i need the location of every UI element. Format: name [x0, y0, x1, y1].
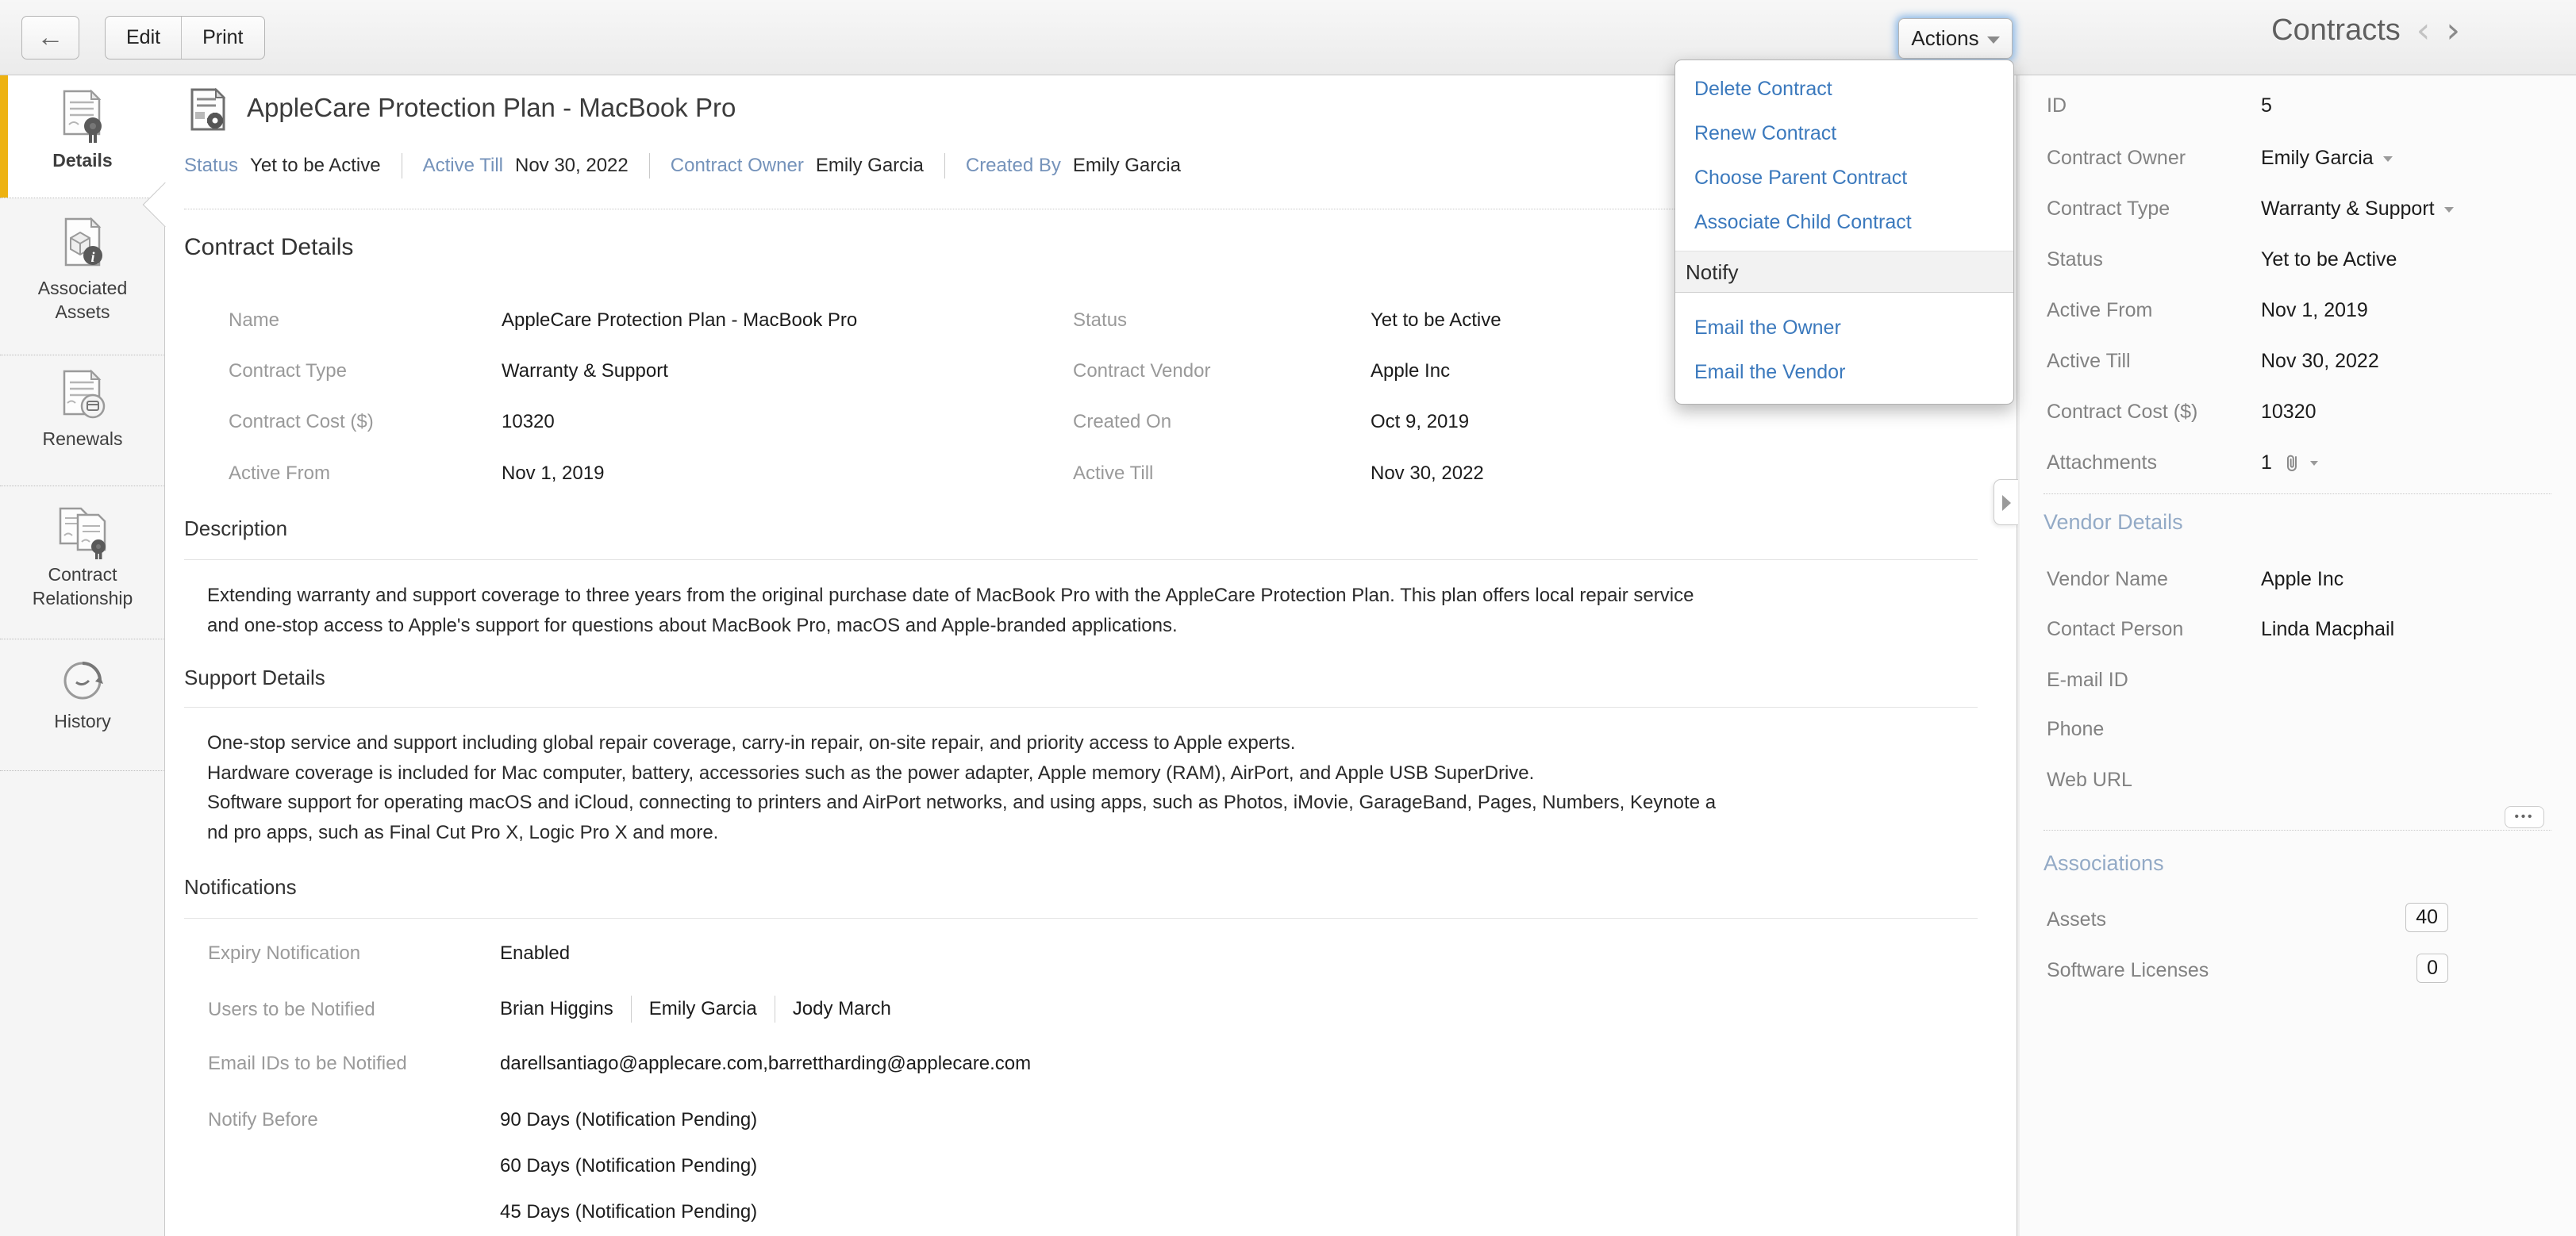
description-text: [207, 581, 1694, 641]
attachments-value[interactable]: [2261, 451, 2318, 474]
contact-person-label: Contact Person: [2047, 618, 2184, 640]
heading-underline: [184, 559, 1978, 560]
assets-count-badge[interactable]: 40: [2405, 903, 2448, 932]
menu-item-email-the-vendor[interactable]: Email the Vendor: [1694, 361, 1846, 383]
notified-user: Emily Garcia: [648, 998, 757, 1019]
field-active-till-label: Active Till: [1073, 463, 1154, 484]
status-label: Status: [2047, 248, 2103, 271]
renewal-document-icon: [55, 367, 110, 427]
support-details-text: [207, 728, 1716, 847]
heading-underline: [184, 707, 1978, 708]
status-value: Yet to be Active: [2261, 248, 2397, 271]
contract-cost-label: Contract Cost ($): [2047, 401, 2198, 423]
tab-contract-relationship[interactable]: [0, 486, 165, 639]
tab-history[interactable]: [0, 639, 165, 771]
panel-collapse-handle[interactable]: [1994, 479, 2018, 525]
support-line3: Software support for operating macOS and iCloud, connecting to printers and AirPort networks, and using apps, such as Photos, iMovie, GarageBand, Pages, Numbers, Keynote a: [207, 792, 1717, 813]
left-tab-sidebar: [0, 75, 165, 1236]
field-contract-type-label: Contract Type: [229, 360, 347, 382]
quick-info-panel: [2017, 75, 2576, 1236]
contract-cost-value: 10320: [2261, 401, 2316, 423]
description-line1: Extending warranty and support coverage to three years from the original purchase date of MacBook Pro with the AppleCare Protection Plan. This plan offers local repair service: [207, 585, 1694, 606]
email-id-label: E-mail ID: [2047, 669, 2128, 691]
back-arrow-icon: ←: [37, 22, 64, 52]
menu-padding: [1675, 293, 2013, 305]
actions-button-label: Actions: [1911, 26, 1979, 50]
top-toolbar: [0, 0, 2576, 75]
contract-type-value[interactable]: [2261, 198, 2454, 221]
menu-item-email-the-owner[interactable]: Email the Owner: [1694, 317, 1841, 339]
contract-type-text: Warranty & Support: [2261, 198, 2435, 220]
attachments-label: Attachments: [2047, 451, 2157, 474]
summary-active-till-value: Nov 30, 2022: [514, 155, 629, 176]
field-name-label: Name: [229, 309, 280, 331]
summary-created-by-value: Emily Garcia: [1072, 155, 1181, 176]
tab-contract-relationship-label2: Relationship: [32, 588, 133, 608]
menu-item-renew-contract[interactable]: Renew Contract: [1694, 122, 1837, 144]
active-from-value: Nov 1, 2019: [2261, 299, 2368, 321]
software-licenses-count-badge[interactable]: 0: [2416, 954, 2448, 983]
summary-status-label: Status: [184, 155, 239, 176]
print-button[interactable]: Print: [181, 17, 263, 59]
field-contract-vendor-label: Contract Vendor: [1073, 360, 1211, 382]
email-ids-label: Email IDs to be Notified: [208, 1053, 407, 1074]
menu-item-associate-child-contract[interactable]: Associate Child Contract: [1694, 211, 1912, 233]
actions-dropdown-menu: [1674, 59, 2014, 405]
support-line4: nd pro apps, such as Final Cut Pro X, Logic Pro X and more.: [207, 821, 719, 843]
field-active-till-value: Nov 30, 2022: [1371, 463, 1484, 484]
menu-section-notify: Notify: [1675, 251, 2013, 293]
contract-relationship-icon: [52, 501, 113, 562]
menu-item-delete-contract[interactable]: Delete Contract: [1694, 78, 1832, 100]
tab-contract-relationship-label1: Contract: [48, 564, 117, 585]
notified-user: Brian Higgins: [500, 998, 613, 1019]
tab-history-label: History: [54, 711, 111, 731]
expand-right-icon: [2002, 495, 2011, 511]
contract-owner-value[interactable]: [2261, 147, 2393, 170]
phone-label: Phone: [2047, 718, 2105, 740]
chevron-down-icon: [2383, 156, 2393, 162]
active-tab-indicator: [0, 75, 8, 198]
edit-button[interactable]: Edit: [126, 26, 161, 48]
heading-underline: [184, 918, 1978, 919]
field-status-value: Yet to be Active: [1371, 309, 1501, 331]
contract-owner-label: Contract Owner: [2047, 147, 2186, 169]
vendor-name-label: Vendor Name: [2047, 568, 2168, 590]
field-active-from-label: Active From: [229, 463, 331, 484]
history-icon: [55, 652, 110, 709]
field-created-on-label: Created On: [1073, 411, 1172, 432]
notify-before-item: 90 Days (Notification Pending): [500, 1109, 758, 1130]
tab-renewals[interactable]: [0, 355, 165, 486]
contract-owner-text: Emily Garcia: [2261, 147, 2374, 169]
description-line2: and one-stop access to Apple's support for questions about MacBook Pro, macOS and Apple-branded applications.: [207, 615, 1178, 636]
id-value: 5: [2261, 94, 2272, 117]
contract-type-label: Contract Type: [2047, 198, 2170, 220]
tab-details-label: Details: [52, 150, 113, 171]
support-line1: One-stop service and support including global repair coverage, carry-in repair, on-site repair, and priority access to Apple experts.: [207, 732, 1296, 754]
module-header: [2271, 10, 2460, 51]
chevron-down-icon: [1987, 36, 2000, 44]
section-divider: [2043, 830, 2551, 831]
contract-document-icon: [55, 86, 110, 148]
svg-text:i: i: [90, 249, 95, 265]
summary-active-till-label: Active Till: [422, 155, 503, 176]
notifications-heading: Notifications: [184, 875, 297, 899]
field-status-label: Status: [1073, 309, 1128, 331]
id-label: ID: [2047, 94, 2067, 117]
tab-associated-assets-label2: Assets: [55, 301, 110, 322]
page-title: Contracts: [2271, 13, 2401, 47]
support-line2: Hardware coverage is included for Mac computer, battery, accessories such as the power adapter, Apple memory (RAM), AirPort, and Apple USB SuperDrive.: [207, 762, 1535, 784]
notify-before-item: 45 Days (Notification Pending): [500, 1201, 758, 1223]
contract-summary-bar: [184, 153, 1181, 178]
asset-box-icon: [55, 214, 110, 276]
menu-item-choose-parent-contract[interactable]: Choose Parent Contract: [1694, 167, 1908, 189]
users-to-be-notified-label: Users to be Notified: [208, 999, 375, 1020]
summary-created-by-label: Created By: [965, 155, 1061, 176]
tab-details[interactable]: [0, 75, 165, 198]
divider: [944, 153, 945, 178]
field-created-on-value: Oct 9, 2019: [1371, 411, 1470, 432]
vendor-details-heading: Vendor Details: [2043, 510, 2183, 534]
chevron-down-icon: [2310, 461, 2318, 466]
contract-title: AppleCare Protection Plan - MacBook Pro: [247, 93, 736, 122]
tab-renewals-label: Renewals: [42, 428, 123, 449]
web-url-label: Web URL: [2047, 769, 2132, 791]
next-record-icon[interactable]: ›: [2446, 10, 2460, 51]
summary-owner-value: Emily Garcia: [815, 155, 924, 176]
field-active-from-value: Nov 1, 2019: [502, 463, 605, 484]
notified-user: Jody March: [792, 998, 891, 1019]
divider: [631, 996, 632, 1023]
assets-label: Assets: [2047, 908, 2107, 931]
support-details-heading: Support Details: [184, 666, 325, 689]
section-divider: [2043, 493, 2551, 494]
contact-person-value: Linda Macphail: [2261, 618, 2395, 640]
active-till-value: Nov 30, 2022: [2261, 350, 2379, 372]
divider: [649, 153, 650, 178]
field-contract-cost-value: 10320: [502, 411, 555, 432]
contract-details-heading: Contract Details: [184, 234, 354, 260]
back-button[interactable]: [21, 16, 79, 59]
contract-title-icon: [189, 88, 227, 132]
chevron-down-icon: [2444, 207, 2454, 213]
notify-before-item: 60 Days (Notification Pending): [500, 1155, 758, 1177]
vendor-name-value: Apple Inc: [2261, 568, 2344, 590]
description-heading: Description: [184, 516, 288, 540]
email-ids-value: darellsantiago@applecare.com,barrettharding@applecare.com: [500, 1053, 1032, 1074]
active-till-label: Active Till: [2047, 350, 2131, 372]
tab-associated-assets[interactable]: [0, 198, 165, 355]
users-to-be-notified-value: [500, 996, 891, 1023]
field-name-value: AppleCare Protection Plan - MacBook Pro: [502, 309, 858, 331]
attachments-count: 1: [2261, 451, 2272, 474]
expiry-notification-value: Enabled: [500, 942, 571, 964]
summary-owner-label: Contract Owner: [670, 155, 804, 176]
tab-associated-assets-label1: Associated: [37, 278, 128, 298]
menu-padding: [1675, 60, 2013, 67]
software-licenses-label: Software Licenses: [2047, 959, 2209, 981]
previous-record-icon[interactable]: ‹: [2416, 10, 2431, 51]
expiry-notification-label: Expiry Notification: [208, 942, 361, 964]
field-contract-vendor-value: Apple Inc: [1371, 360, 1451, 382]
notify-before-label: Notify Before: [208, 1109, 318, 1130]
active-from-label: Active From: [2047, 299, 2153, 321]
vendor-more-button[interactable]: •••: [2505, 806, 2544, 828]
field-contract-cost-label: Contract Cost ($): [229, 411, 374, 432]
field-contract-type-value: Warranty & Support: [502, 360, 668, 382]
paperclip-icon: [2284, 453, 2301, 474]
actions-button[interactable]: [1898, 18, 2013, 59]
edit-print-button-group: [105, 16, 265, 59]
associations-heading: Associations: [2043, 851, 2164, 875]
summary-status-value: Yet to be Active: [250, 155, 381, 176]
